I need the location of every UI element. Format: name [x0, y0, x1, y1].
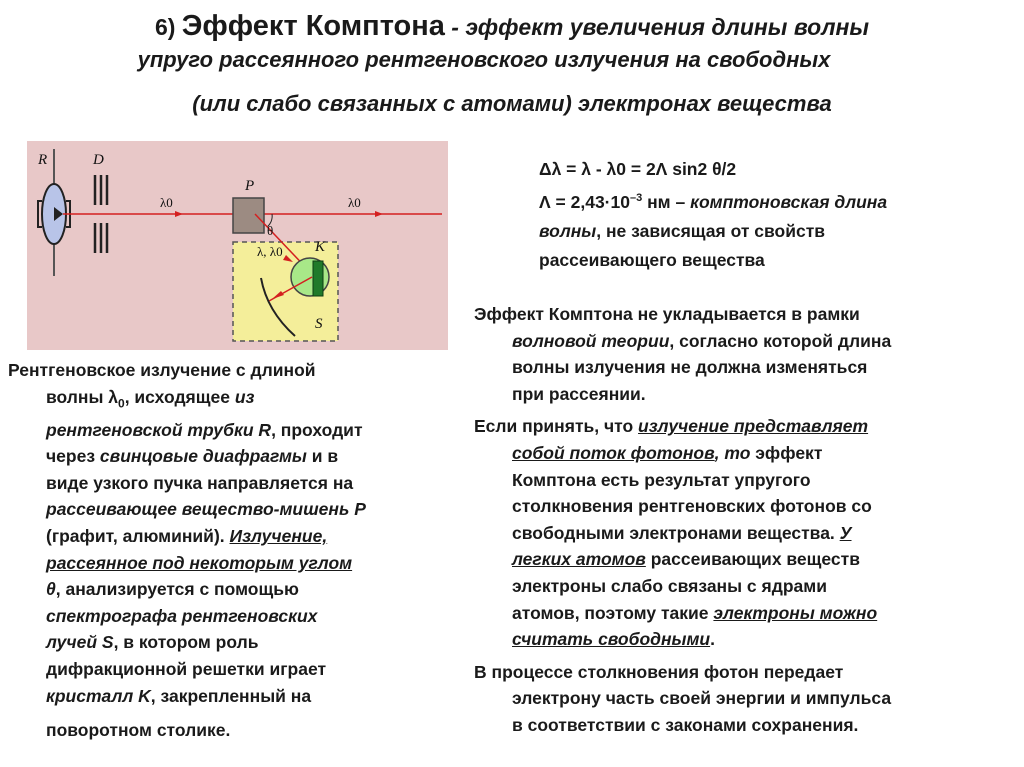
text-span: легких атомов [512, 549, 646, 570]
text-span: волновой теории [512, 330, 670, 351]
text-line: Комптона есть результат упругого [512, 469, 811, 490]
compton-wavelength-line-3: рассеивающего вещества [539, 249, 765, 270]
paragraph-collision [474, 659, 1014, 739]
text-span: , то [714, 442, 751, 463]
text-line [512, 440, 1014, 467]
title-number: 6) [154, 14, 176, 40]
text-line: В процессе столкновения фотон передает [474, 661, 844, 682]
text-line: виде узкого пучка направляется на [46, 472, 354, 493]
text-span: кристалл K [46, 685, 151, 706]
text-line [46, 496, 463, 523]
formula-line: Δλ = λ - λ0 = 2Λ sin2 θ/2 [539, 159, 737, 179]
text-span: свинцовые диафрагмы [99, 446, 307, 467]
text-span: , закрепленный на [150, 685, 312, 706]
text-line [46, 550, 463, 577]
independence-text: , не зависящая от свойств [596, 220, 826, 241]
compton-setup-diagram [27, 141, 448, 350]
text-span: , в котором роль [113, 632, 259, 653]
compton-wavelength-term: комптоновская длина [690, 191, 888, 212]
text-line: дифракционной решетки играет [46, 659, 327, 680]
text-span: собой поток фотонов [512, 442, 715, 463]
text-line: волны излучения не должна изменяться [512, 357, 868, 378]
label-lambda0-incident: λ0 [160, 195, 173, 210]
compton-wavelength-value: Λ = 2,43·10 [539, 191, 630, 212]
label-d: D [93, 152, 104, 168]
slide-title [0, 10, 1024, 43]
text-span: лучей S [46, 632, 114, 653]
text-line: столкновения рентгеновских фотонов со [512, 496, 872, 517]
title-line-2: упруго рассеянного рентгеновского излучения на свободных [137, 47, 831, 72]
paragraph-photon-flux [474, 413, 1014, 652]
text-span: Излучение, [229, 526, 328, 547]
text-span: Если принять, что [474, 416, 639, 437]
text-line: в соответствии с законами сохранения. [512, 714, 859, 735]
text-line [512, 328, 1014, 355]
text-span: волны λ [46, 386, 119, 407]
crystal-k [313, 261, 323, 296]
paragraph-wave-theory [474, 301, 1014, 407]
text-line: Эффект Комптона не укладывается в рамки [474, 304, 860, 324]
text-span: (графит, алюминий). [46, 526, 230, 547]
text-line [512, 626, 1014, 653]
text-line [474, 413, 1014, 440]
text-line: при рассеянии. [512, 383, 646, 404]
text-span: θ [46, 579, 56, 600]
term-waves: волны [539, 220, 597, 241]
text-line [46, 683, 463, 710]
text-line [46, 417, 463, 444]
label-r: R [38, 152, 48, 168]
text-span: рентгеновской трубки R [46, 419, 272, 440]
text-line [512, 600, 1014, 627]
title-definition: - эффект увеличения длины волны [451, 14, 870, 40]
text-line: электрону часть своей энергии и импульса [512, 688, 892, 709]
text-span: рассеивающее вещество-мишень P [46, 499, 366, 520]
text-span: , исходящее [124, 386, 235, 407]
text-line [46, 629, 463, 656]
target-p [233, 198, 264, 233]
text-line [46, 384, 463, 417]
text-span: атомов, поэтому такие [512, 602, 714, 623]
text-span: эффект [750, 442, 823, 463]
text-span: рассеянное под некоторым углом [46, 552, 353, 573]
text-span: , проходит [271, 419, 363, 440]
unit-text: нм – [642, 191, 691, 212]
text-line [512, 546, 1014, 573]
label-lambda-pair: λ, λ0 [257, 244, 283, 259]
text-span: свободными электронами вещества. [512, 522, 840, 543]
text-line [46, 523, 463, 550]
text-line [46, 443, 463, 470]
label-p: P [245, 178, 255, 194]
compton-wavelength-line [539, 184, 1009, 217]
text-line: Рентгеновское излучение с длиной [8, 360, 316, 380]
text-line [512, 520, 1014, 547]
text-span: считать свободными [512, 629, 711, 650]
explanation-block [474, 301, 1014, 739]
exponent: –3 [629, 192, 643, 204]
text-span: рассеивающих веществ [645, 549, 860, 570]
text-line: поворотном столике. [46, 720, 231, 741]
text-span: , анализируется с помощью [55, 579, 299, 600]
text-span: из [234, 386, 255, 407]
text-line [46, 603, 463, 630]
subscript: 0 [118, 396, 125, 411]
compton-formula-block [539, 155, 1009, 275]
text-span: электроны можно [713, 602, 878, 623]
text-span: и в [306, 446, 339, 467]
label-k: K [315, 239, 326, 255]
experiment-description [8, 357, 463, 744]
text-line [46, 576, 463, 603]
text-span: , согласно которой длина [669, 330, 892, 351]
label-s: S [315, 316, 323, 332]
compton-wavelength-line-2 [539, 217, 1009, 246]
label-lambda0-transmitted: λ0 [348, 195, 361, 210]
text-span: У [839, 522, 852, 543]
text-span: . [710, 629, 715, 650]
text-span: через [46, 446, 100, 467]
label-theta: θ [267, 223, 274, 238]
text-span: излучение представляет [638, 416, 869, 437]
title-line-3: (или слабо связанных с атомами) электронах вещества [192, 91, 832, 116]
title-name: Эффект Комптона [181, 10, 445, 42]
text-line: электроны слабо связаны с ядрами [512, 575, 827, 596]
text-span: спектрографа рентгеновских [46, 605, 318, 626]
